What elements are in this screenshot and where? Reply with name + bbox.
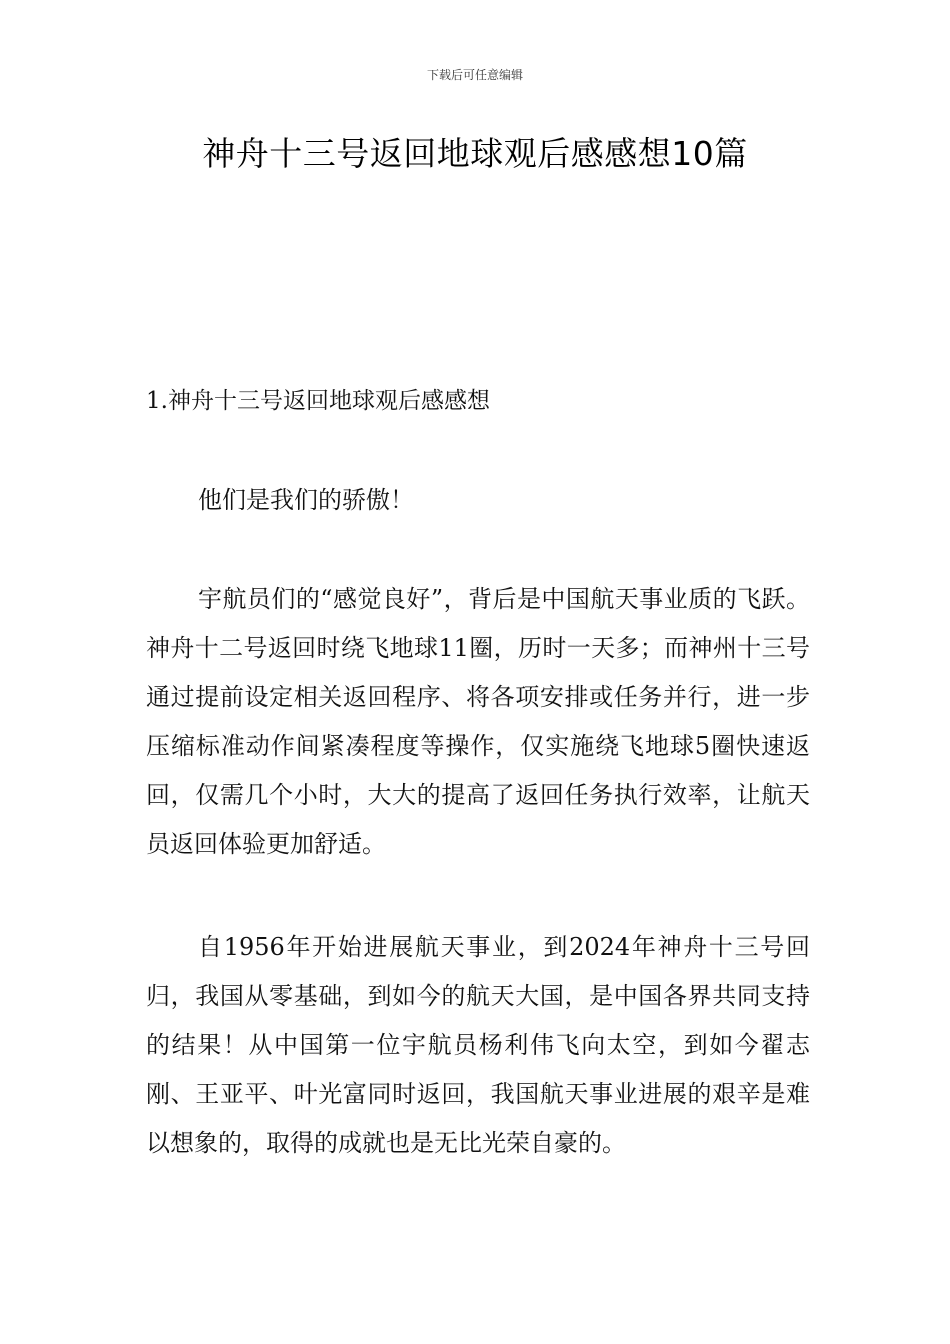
- paragraph: 他们是我们的骄傲！: [198, 486, 414, 514]
- document-title: 神舟十三号返回地球观后感感想10篇: [202, 134, 748, 173]
- paragraph: 自1956年开始进展航天事业，到2024年神舟十三号回归，我国从零基础，到如今的航天大国，是中国各界共同支持的结果！从中国第一位宇航员杨利伟飞向太空，到如今翟志刚、王亚平、叶光富同时返回，我国航天事业进展的艰辛是难以想象的，取得的成就也是无比光荣自豪的。: [146, 933, 810, 1157]
- paragraph: 宇航员们的“感觉良好”，背后是中国航天事业质的飞跃。神舟十二号返回时绕飞地球11圈，历时一天多；而神州十三号通过提前设定相关返回程序、将各项安排或任务并行，进一步压缩标准动作间紧凑程度等操作，仅实施绕飞地球5圈快速返回，仅需几个小时，大大的提高了返回任务执行效率，让航天员返回体验更加舒适。: [146, 585, 810, 858]
- header-note: 下载后可任意编辑: [426, 68, 523, 82]
- section-heading: 1.神舟十三号返回地球观后感感想: [146, 388, 490, 414]
